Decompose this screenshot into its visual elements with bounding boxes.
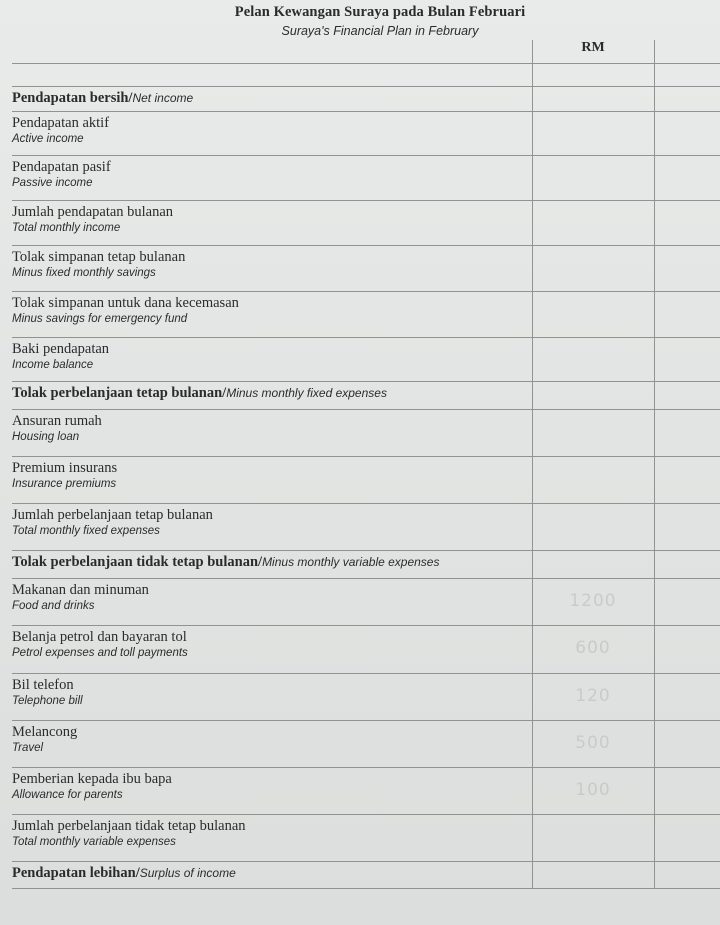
- row-label: [12, 862, 532, 889]
- extra-cell[interactable]: [654, 201, 720, 246]
- item-label-malay: Melancong: [12, 724, 78, 740]
- row-label: [12, 815, 532, 862]
- table-row: [12, 674, 720, 721]
- table-row: [12, 64, 720, 87]
- item-label-english: Telephone bill: [12, 695, 83, 707]
- row-label: [12, 674, 532, 721]
- amount-cell[interactable]: [532, 457, 654, 504]
- amount-cell[interactable]: [532, 551, 654, 579]
- amount-value: [533, 862, 654, 874]
- amount-cell[interactable]: [532, 338, 654, 382]
- amount-value: 1200: [569, 591, 617, 611]
- amount-value: [533, 338, 654, 350]
- extra-cell[interactable]: [654, 87, 720, 112]
- extra-cell[interactable]: [654, 721, 720, 768]
- section-row: [12, 862, 720, 889]
- extra-cell[interactable]: [654, 338, 720, 382]
- item-label-malay: Pendapatan pasif: [12, 159, 111, 175]
- amount-column-header: RM: [532, 40, 654, 64]
- table-row: [12, 338, 720, 382]
- item-label-malay: Baki pendapatan: [12, 341, 110, 357]
- item-label-malay: Belanja petrol dan bayaran tol: [12, 629, 187, 645]
- table-row: [12, 504, 720, 551]
- amount-value: 500: [575, 733, 611, 753]
- extra-cell[interactable]: [654, 156, 720, 201]
- item-label-malay: Tolak simpanan tetap bulanan: [12, 249, 186, 265]
- item-label-malay: Jumlah perbelanjaan tetap bulanan: [12, 507, 213, 523]
- item-label-malay: Premium insurans: [12, 460, 118, 476]
- table-row: [12, 721, 720, 768]
- table-row: [12, 156, 720, 201]
- amount-cell[interactable]: [532, 768, 654, 815]
- item-label-english: Minus savings for emergency fund: [12, 313, 188, 325]
- extra-cell[interactable]: [654, 504, 720, 551]
- extra-cell[interactable]: [654, 292, 720, 338]
- table-row: [12, 457, 720, 504]
- amount-cell[interactable]: [532, 674, 654, 721]
- item-label-english: Housing loan: [12, 431, 80, 443]
- row-label: [12, 156, 532, 201]
- row-label: [12, 201, 532, 246]
- item-label-english: Petrol expenses and toll payments: [12, 647, 188, 659]
- row-label: [12, 64, 532, 87]
- amount-value: [533, 246, 654, 258]
- amount-value: [533, 201, 654, 213]
- table-row: [12, 201, 720, 246]
- amount-cell[interactable]: [532, 410, 654, 457]
- amount-cell[interactable]: [532, 112, 654, 156]
- section-heading: [12, 862, 532, 882]
- item-label-english: Total monthly fixed expenses: [12, 525, 160, 537]
- extra-cell[interactable]: [654, 551, 720, 579]
- item-label-english: Travel: [12, 742, 44, 754]
- financial-plan-table: [12, 40, 720, 889]
- extra-cell[interactable]: [654, 382, 720, 410]
- section-row: [12, 87, 720, 112]
- amount-cell[interactable]: [532, 382, 654, 410]
- row-label: [12, 338, 532, 382]
- amount-cell[interactable]: [532, 862, 654, 889]
- extra-cell[interactable]: [654, 768, 720, 815]
- section-label-malay: Pendapatan lebihan/: [12, 865, 140, 881]
- amount-cell[interactable]: [532, 815, 654, 862]
- extra-cell[interactable]: [654, 626, 720, 674]
- item-label-english: Passive income: [12, 177, 93, 189]
- item-label-malay: Tolak simpanan untuk dana kecemasan: [12, 295, 239, 311]
- section-label-english: Net income: [132, 91, 194, 105]
- item-label-english: Active income: [12, 133, 84, 145]
- extra-cell[interactable]: [654, 64, 720, 87]
- item-label-malay: Pendapatan aktif: [12, 115, 110, 131]
- table-row: [12, 246, 720, 292]
- amount-cell[interactable]: [532, 246, 654, 292]
- section-label-malay: Tolak perbelanjaan tidak tetap bulanan/: [12, 554, 263, 570]
- row-label: [12, 551, 532, 579]
- extra-cell[interactable]: [654, 815, 720, 862]
- section-heading: [12, 87, 532, 107]
- extra-cell[interactable]: [654, 862, 720, 889]
- label-column-header: [12, 40, 532, 64]
- table-row: [12, 112, 720, 156]
- row-label: [12, 457, 532, 504]
- row-label: [12, 504, 532, 551]
- amount-value: [533, 87, 654, 99]
- row-label: [12, 246, 532, 292]
- item-label-malay: Makanan dan minuman: [12, 582, 149, 598]
- amount-value: [533, 504, 654, 516]
- item-label-english: Allowance for parents: [12, 789, 123, 801]
- amount-cell[interactable]: [532, 721, 654, 768]
- table-row: [12, 626, 720, 674]
- extra-column-header: [654, 40, 720, 64]
- item-label-english: Minus fixed monthly savings: [12, 267, 156, 279]
- amount-cell[interactable]: [532, 626, 654, 674]
- amount-value: 600: [575, 638, 611, 658]
- row-label: [12, 626, 532, 674]
- amount-value: 120: [575, 686, 611, 706]
- table-row: [12, 410, 720, 457]
- table-body: [12, 64, 720, 889]
- table-row: [12, 292, 720, 338]
- item-label-english: Income balance: [12, 359, 94, 371]
- item-label-malay: Ansuran rumah: [12, 413, 102, 429]
- row-label: [12, 768, 532, 815]
- row-label: [12, 579, 532, 626]
- item-label-english: Insurance premiums: [12, 478, 117, 490]
- amount-value: [533, 815, 654, 827]
- extra-cell[interactable]: [654, 579, 720, 626]
- amount-value: [533, 551, 654, 563]
- page-title: Pelan Kewangan Suraya pada Bulan Februari: [234, 4, 526, 20]
- extra-cell[interactable]: [654, 410, 720, 457]
- amount-cell[interactable]: [532, 504, 654, 551]
- amount-value: [533, 156, 654, 168]
- extra-cell[interactable]: [654, 674, 720, 721]
- amount-cell[interactable]: [532, 156, 654, 201]
- amount-value: [533, 382, 654, 394]
- section-row: [12, 551, 720, 579]
- extra-cell[interactable]: [654, 112, 720, 156]
- item-label-malay: Jumlah pendapatan bulanan: [12, 204, 174, 220]
- item-label-english: Total monthly variable expenses: [12, 836, 176, 848]
- section-label-english: Minus monthly variable expenses: [262, 555, 440, 569]
- item-label-malay: Pemberian kepada ibu bapa: [12, 771, 172, 787]
- row-label: [12, 721, 532, 768]
- item-label-english: Total monthly income: [12, 222, 121, 234]
- table-row: [12, 815, 720, 862]
- section-heading: [12, 382, 532, 402]
- item-label-english: Food and drinks: [12, 600, 95, 612]
- extra-cell[interactable]: [654, 246, 720, 292]
- amount-value: [533, 410, 654, 422]
- amount-value: 100: [575, 780, 611, 800]
- row-label: [12, 410, 532, 457]
- row-label: [12, 292, 532, 338]
- section-label-english: Surplus of income: [139, 866, 236, 880]
- section-row: [12, 382, 720, 410]
- row-label: [12, 112, 532, 156]
- section-heading: [12, 551, 532, 571]
- amount-value: [533, 457, 654, 469]
- amount-cell[interactable]: [532, 292, 654, 338]
- section-label-english: Minus monthly fixed expenses: [226, 386, 387, 400]
- amount-cell[interactable]: [532, 201, 654, 246]
- item-label-malay: Bil telefon: [12, 677, 74, 693]
- section-label-malay: Tolak perbelanjaan tetap bulanan/: [12, 385, 227, 401]
- amount-cell[interactable]: [532, 87, 654, 112]
- row-label: [12, 382, 532, 410]
- amount-value: [533, 292, 654, 304]
- page-subtitle: Suraya's Financial Plan in February: [281, 24, 479, 38]
- table-row: [12, 768, 720, 815]
- extra-cell[interactable]: [654, 457, 720, 504]
- row-label: [12, 87, 532, 112]
- item-label-malay: Jumlah perbelanjaan tidak tetap bulanan: [12, 818, 246, 834]
- amount-cell[interactable]: [532, 579, 654, 626]
- section-label-malay: Pendapatan bersih/: [12, 90, 133, 106]
- amount-cell[interactable]: [532, 64, 654, 87]
- table-row: [12, 579, 720, 626]
- table-header-row: [12, 40, 720, 64]
- amount-value: [533, 112, 654, 124]
